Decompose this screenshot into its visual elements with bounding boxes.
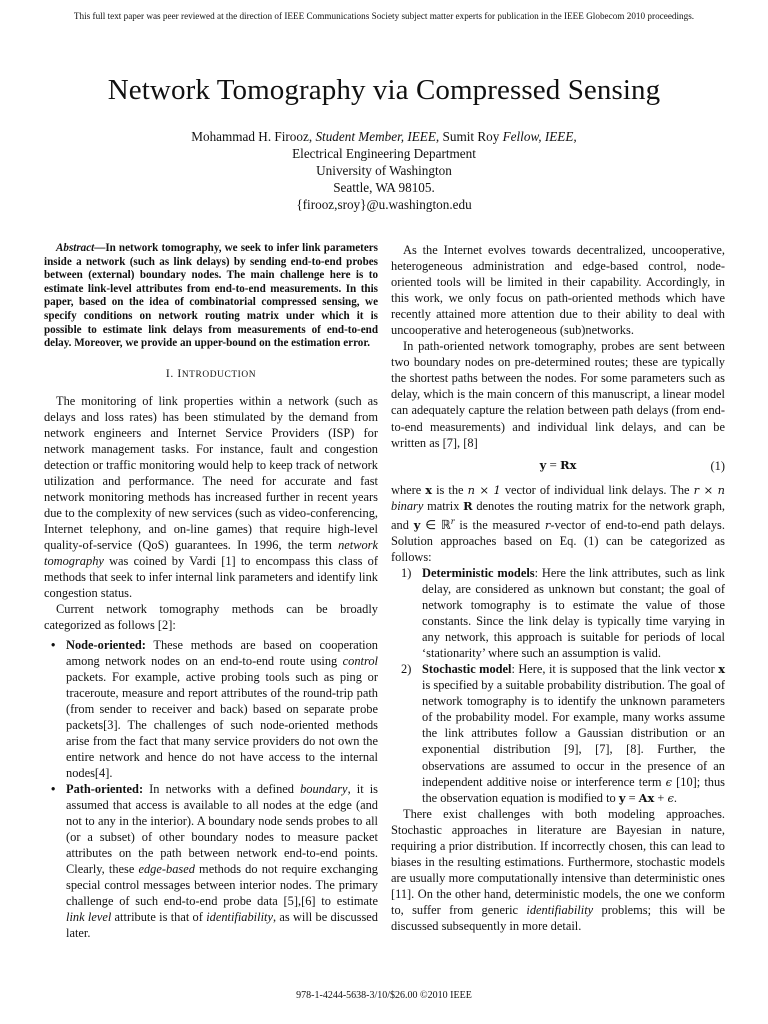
peer-review-note: This full text paper was peer reviewed at the direction of IEEE Communications Society subject matter experts for publication in the IEEE Globecom 2010 proceedings.: [73, 11, 695, 21]
right-column: [391, 242, 725, 934]
list-item: 1) Deterministic models: Here the link attributes, such as link delay, are considered as unknown but constant; the goal of network tomography is to estimate the value of those constants. Since the link delay is typically time varying in any network, this approach is suitable for periods of local ‘stationarity’ where such an assumption is valid.: [401, 565, 725, 661]
equation-1: [391, 455, 725, 477]
bullet-icon: •: [51, 637, 56, 652]
list-item: • Path-oriented: In networks with a defined boundary, it is assumed that access is available to all nodes at the edge (and not to any in the interior). A boundary node sends probes to all (or a subset) of other boundary nodes to measure packet attributes on the path between network end-to-end points. Clearly, these edge-based methods do not require exchanging special control messages between interior nodes. The primary challenge of such end-to-end probe data [5],[6] to estimate link level attribute is that of identifiability, as will be discussed later.: [51, 781, 379, 941]
abstract-label: Abstract: [56, 242, 95, 254]
abstract-text: —In network tomography, we seek to infer link parameters inside a network (such as link delays) by sending end-to-end probes between (external) boundary nodes. The main challenge here is to estimate link-level attributes from end-to-end measurements. In this paper, based on the idea of combinatorial compressed sensing, we specify conditions on network routing matrix under which it is possible to estimate link delays from measurements of end-to-end delay. Moreover, we provide an upper-bound on the estimation error.: [44, 242, 378, 350]
paper-title: Network Tomography via Compressed Sensing: [107, 74, 661, 106]
author-city: Seattle, WA 98105.: [333, 180, 435, 195]
author-university: University of Washington: [316, 163, 452, 178]
copyright-footer: 978-1-4244-5638-3/10/$26.00 ©2010 IEEE: [296, 990, 472, 1001]
solution-approach-list: [391, 565, 725, 806]
intro-paragraph-1: The monitoring of link properties within a network (such as delays and loss rates) has been stimulated by the demand from network engineers and Internet Service Providers (ISP) for network management tasks. For instance, fault and congestion detection or traffic monitoring would help to keep track of network utilization and performance. The need for accurate and fast network monitoring methods has increased further in recent years due to the complexity of new services (such as video-conferencing, Internet telephony, and on-line games) that require high-level quality-of-service (QoS) guarantees. In 1996, the term network tomography was coined by Vardi [1] to encompass this class of methods that seek to infer internal link parameters and identify link congestion status.: [44, 393, 378, 601]
section-heading-introduction: I. INTRODUCTION: [165, 366, 257, 380]
left-column: [44, 242, 378, 941]
author-email: {firooz,sroy}@u.washington.edu: [296, 197, 472, 212]
method-category-list: [44, 637, 378, 942]
bullet-icon: •: [51, 781, 56, 796]
body-paragraph-2: In path-oriented network tomography, probes are sent between two boundary nodes on pre-determined routes; these are typically the shortest paths between the nodes. For some parameters such as delay, which is the main concern of this manuscript, a linear model can adequately capture the relation between path delays (from end-to-end measurements) and individual link delays, and can be written as [7], [8]: [391, 339, 725, 450]
list-item: • Node-oriented: These methods are based on cooperation among network nodes on an end-to-end route using control packets. For example, active probing tools such as ping or traceroute, measure and report attributes of the round-trip path (from sender to receiver and back) based on separate probe packets[3]. The challenges of such node-oriented methods arise from the fact that many service providers do not own the entire network and hence do not have access to the internal nodes[4].: [51, 637, 378, 780]
body-paragraph-4: There exist challenges with both modeling approaches. Stochastic approaches in literature are Bayesian in nature, requiring a prior distribution. If incorrectly chosen, this can lead to biases in the resulting estimations. Furthermore, stochastic models are usually more computationally intensive than deterministic ones [11]. On the other hand, deterministic models, the one we conform to, suffer from generic identifiability problems; this will be discussed subsequently in more detail.: [391, 806, 725, 933]
list-item: 2) Stochastic model: Here, it is supposed that the link vector x is specified by a suitable probability distribution. The goal of network tomography is to identify the unknown parameters of the probability model. For example, many works assume the link attributes follow a Gaussian distribution or an exponential distribution [9], [7], [8]. Further, the observations are assumed to occur in the presence of an independent additive noise or interference term ϵ [10]; thus the observation equation is modified to y = Ax + ϵ.: [401, 662, 726, 805]
author-block: [0, 128, 768, 213]
body-paragraph-3: where x is the n × 1 vector of individual link delays. The r × n binary matrix R denotes the routing matrix for the network graph, and y ∈ ℝ$^r$ is the measured r-vector of end-to-end path delays. Solution approaches based on Eq. (1) can be categorized as follows:: [391, 482, 726, 564]
author-department: Electrical Engineering Department: [292, 146, 476, 161]
equation-body: y = Rx: [539, 456, 577, 472]
intro-paragraph-2: Current network tomography methods can be broadly categorized as follows [2]:: [44, 602, 378, 633]
author-names: Mohammad H. Firooz, Student Member, IEEE, Sumit Roy Fellow, IEEE,: [191, 129, 577, 144]
equation-number: (1): [710, 458, 725, 473]
body-paragraph-1: As the Internet evolves towards decentralized, uncooperative, heterogeneous administration and edge-based control, node-oriented tools will be limited in their capability. Accordingly, in this work, we only focus on path-oriented methods which have recently attained more attention due to their ability to deal with uncooperative and heterogeneous (sub)networks.: [391, 243, 725, 338]
abstract: [44, 242, 378, 351]
